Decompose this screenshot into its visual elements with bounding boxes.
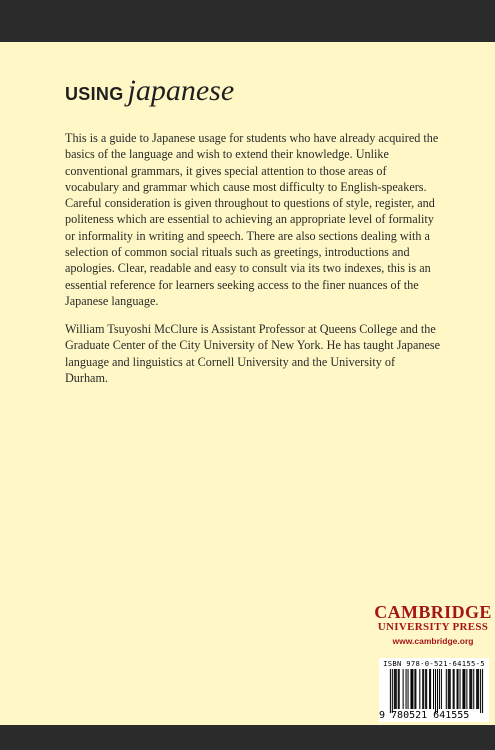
barcode-bar [476,669,477,709]
barcode-bar [462,669,463,709]
barcode-bar [398,669,399,709]
barcode-bar [408,669,409,709]
barcode-bar [396,669,397,709]
barcode-bar [454,669,455,709]
barcode-bar [433,669,434,709]
barcode-digits-text: 9 780521 641555 [379,710,470,721]
bottom-dark-band [0,725,495,750]
barcode-bar [478,669,479,709]
barcode-label [379,658,489,722]
barcode-bar [394,669,395,709]
barcode-bar [425,669,426,709]
barcode-bar [419,669,420,709]
barcode-bar [453,669,454,709]
barcode-bar [423,669,424,709]
barcode-bar [390,669,391,713]
title-japanese: japanese [127,74,235,107]
barcode-bar [480,669,481,713]
barcode-bar [466,669,467,709]
publisher-logo [373,603,493,647]
publisher-name: CAMBRIDGE [374,602,492,622]
barcode-bar [463,669,464,709]
barcode-bar [426,669,427,709]
barcode-bar [392,669,393,713]
barcode-bar [471,669,472,709]
barcode-bar [460,669,461,709]
barcode-bar [435,669,436,713]
barcode-bar [410,669,411,709]
barcode-bar [429,669,430,709]
title-using: USING [65,84,124,104]
barcode-bar [477,669,478,709]
barcode-bar [439,669,440,709]
barcode-bar [458,669,459,709]
barcode-bar [437,669,438,713]
barcode-bar [446,669,447,709]
barcode-bar [415,669,416,709]
top-dark-band [0,0,495,42]
barcode-bar [469,669,470,709]
barcode-bar [430,669,431,709]
author-bio: William Tsuyoshi McClure is Assistant Professor at Queens College and the Graduate Center of the City University of New York. He has taught Japanese language and linguistics at Cornell University and the University of Durham. [65,322,441,385]
barcode-bar [412,669,413,709]
publisher-url: www.cambridge.org [392,636,474,646]
barcode-bar [422,669,423,709]
barcode-bar [395,669,396,709]
isbn-text: ISBN 978-0-521-64155-5 [383,659,485,668]
barcode-bar [414,669,415,709]
barcode-bar [464,669,465,709]
series-title [65,76,234,106]
barcode-bar [449,669,450,709]
publisher-subtitle: UNIVERSITY PRESS [377,621,489,633]
barcode-bar [411,669,412,709]
barcode-bar [457,669,458,709]
barcode-bar [406,669,407,709]
barcode-bar [403,669,404,709]
barcode-bar [441,669,442,709]
barcode-bar [448,669,449,709]
barcode-icon [383,669,485,713]
barcode-digits [379,710,489,721]
barcode-bar [482,669,483,713]
barcode-bar [450,669,451,709]
book-description: This is a guide to Japanese usage for students who have already acquired the basics of the language and wish to extend their knowledge. Unlike conventional grammars, it gives special attention to those areas of vocabulary and grammar which cause most difficulty to English-speakers. Careful consideration is given throughout to questions of style, register, and politeness which are essential to achieving an appropriate level of formality or informality in writing and speech. There are also sections dealing with a selection of common social rituals such as greetings, introductions and apologies. Clear, readable and easy to consult via its two indexes, this is an essential reference for learners seeking access to the finer nuances of the Japanese language. [65,131,439,308]
barcode-bar [399,669,400,709]
barcode-bar [470,669,471,709]
barcode-bar [473,669,474,709]
